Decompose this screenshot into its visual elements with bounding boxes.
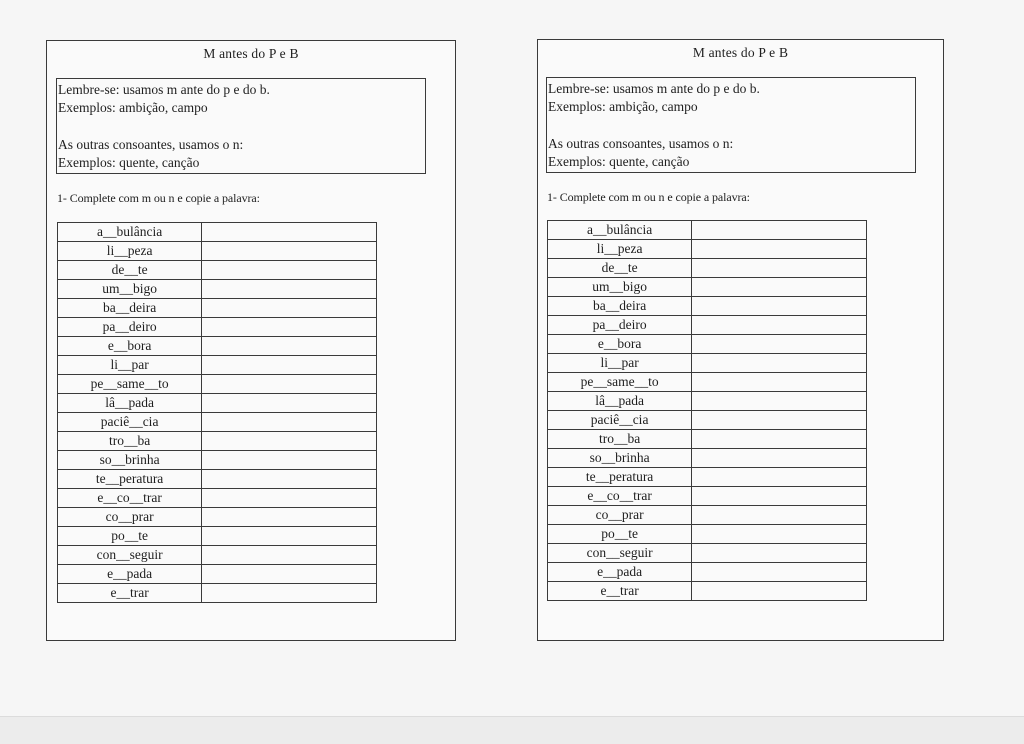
table-row <box>58 489 377 508</box>
table-row <box>58 565 377 584</box>
table-row <box>548 335 867 354</box>
answer-cell[interactable] <box>202 470 377 489</box>
rule-line: As outras consoantes, usamos o n: <box>548 136 734 151</box>
word-cell: con__seguir <box>548 544 692 563</box>
answer-cell[interactable] <box>202 280 377 299</box>
answer-cell[interactable] <box>202 337 377 356</box>
answer-cell[interactable] <box>692 297 867 316</box>
answer-cell[interactable] <box>202 527 377 546</box>
answer-cell[interactable] <box>692 354 867 373</box>
answer-cell[interactable] <box>692 316 867 335</box>
table-row <box>548 411 867 430</box>
table-row <box>548 240 867 259</box>
example-line: Exemplos: ambição, campo <box>58 100 208 115</box>
answer-cell[interactable] <box>692 468 867 487</box>
word-cell: e__trar <box>58 584 202 603</box>
word-cell: paciê__cia <box>58 413 202 432</box>
answer-cell[interactable] <box>692 430 867 449</box>
table-row <box>58 546 377 565</box>
table-row <box>58 413 377 432</box>
answer-cell[interactable] <box>692 582 867 601</box>
word-cell: a__bulância <box>58 223 202 242</box>
table-row <box>548 221 867 240</box>
table-row <box>58 299 377 318</box>
word-cell: ba__deira <box>58 299 202 318</box>
word-cell: te__peratura <box>548 468 692 487</box>
worksheet-title: M antes do P e B <box>692 45 789 60</box>
word-cell: e__pada <box>58 565 202 584</box>
table-row <box>548 354 867 373</box>
word-cell: con__seguir <box>58 546 202 565</box>
word-cell: li__par <box>58 356 202 375</box>
word-cell: tro__ba <box>548 430 692 449</box>
rule-line: As outras consoantes, usamos o n: <box>58 137 244 152</box>
answer-cell[interactable] <box>202 375 377 394</box>
worksheet-title: M antes do P e B <box>203 46 299 61</box>
table-row <box>58 470 377 489</box>
word-cell: e__bora <box>548 335 692 354</box>
word-cell: de__te <box>58 261 202 280</box>
worksheet-right <box>537 39 944 641</box>
word-cell: po__te <box>58 527 202 546</box>
answer-cell[interactable] <box>692 449 867 468</box>
table-row <box>58 394 377 413</box>
word-cell: co__prar <box>58 508 202 527</box>
table-row <box>58 527 377 546</box>
word-table <box>57 222 377 603</box>
rule-box <box>56 78 426 174</box>
exercise-instruction: 1- Complete com m ou n e copie a palavra: <box>57 191 260 205</box>
table-row <box>58 508 377 527</box>
word-cell: e__co__trar <box>58 489 202 508</box>
answer-cell[interactable] <box>202 299 377 318</box>
answer-cell[interactable] <box>202 261 377 280</box>
example-line: Exemplos: quente, canção <box>58 155 200 170</box>
word-cell: li__peza <box>548 240 692 259</box>
answer-cell[interactable] <box>202 413 377 432</box>
answer-cell[interactable] <box>202 451 377 470</box>
rule-line: Lembre-se: usamos m ante do p e do b. <box>58 82 270 97</box>
answer-cell[interactable] <box>202 356 377 375</box>
table-row <box>548 392 867 411</box>
answer-cell[interactable] <box>692 563 867 582</box>
table-row <box>548 278 867 297</box>
word-cell: um__bigo <box>58 280 202 299</box>
answer-cell[interactable] <box>692 487 867 506</box>
word-cell: e__co__trar <box>548 487 692 506</box>
table-row <box>58 223 377 242</box>
word-cell: so__brinha <box>548 449 692 468</box>
answer-cell[interactable] <box>202 584 377 603</box>
example-line: Exemplos: ambição, campo <box>548 99 698 114</box>
answer-cell[interactable] <box>202 489 377 508</box>
word-cell: um__bigo <box>548 278 692 297</box>
answer-cell[interactable] <box>202 242 377 261</box>
word-cell: pa__deiro <box>58 318 202 337</box>
answer-cell[interactable] <box>202 318 377 337</box>
table-row <box>548 297 867 316</box>
table-row <box>548 316 867 335</box>
answer-cell[interactable] <box>692 411 867 430</box>
table-row <box>548 506 867 525</box>
word-cell: pe__same__to <box>548 373 692 392</box>
word-table <box>547 220 867 601</box>
word-cell: co__prar <box>548 506 692 525</box>
table-row <box>58 432 377 451</box>
answer-cell[interactable] <box>692 259 867 278</box>
worksheet-left <box>46 40 456 641</box>
scanner-bed-edge <box>0 716 1024 744</box>
word-cell: lâ__pada <box>548 392 692 411</box>
word-cell: e__bora <box>58 337 202 356</box>
answer-cell[interactable] <box>692 278 867 297</box>
answer-cell[interactable] <box>202 565 377 584</box>
table-row <box>548 373 867 392</box>
table-row <box>58 280 377 299</box>
answer-cell[interactable] <box>692 392 867 411</box>
word-cell: de__te <box>548 259 692 278</box>
table-row <box>58 356 377 375</box>
table-row <box>58 451 377 470</box>
answer-cell[interactable] <box>202 223 377 242</box>
word-cell: li__peza <box>58 242 202 261</box>
rule-line: Lembre-se: usamos m ante do p e do b. <box>548 81 760 96</box>
answer-cell[interactable] <box>692 544 867 563</box>
table-row <box>548 525 867 544</box>
table-row <box>548 487 867 506</box>
answer-cell[interactable] <box>692 240 867 259</box>
example-line: Exemplos: quente, canção <box>548 154 690 169</box>
word-cell: ba__deira <box>548 297 692 316</box>
table-row <box>548 544 867 563</box>
word-cell: lâ__pada <box>58 394 202 413</box>
table-row <box>58 261 377 280</box>
word-cell: so__brinha <box>58 451 202 470</box>
word-cell: e__pada <box>548 563 692 582</box>
word-cell: tro__ba <box>58 432 202 451</box>
table-row <box>548 259 867 278</box>
word-cell: po__te <box>548 525 692 544</box>
answer-cell[interactable] <box>692 525 867 544</box>
table-row <box>58 242 377 261</box>
word-cell: pe__same__to <box>58 375 202 394</box>
answer-cell[interactable] <box>692 221 867 240</box>
word-cell: paciê__cia <box>548 411 692 430</box>
answer-cell[interactable] <box>202 546 377 565</box>
table-row <box>548 563 867 582</box>
table-row <box>548 582 867 601</box>
table-row <box>58 337 377 356</box>
exercise-instruction: 1- Complete com m ou n e copie a palavra: <box>547 190 750 204</box>
table-row <box>548 468 867 487</box>
answer-cell[interactable] <box>692 335 867 354</box>
table-row <box>58 375 377 394</box>
table-row <box>548 449 867 468</box>
table-row <box>548 430 867 449</box>
answer-cell[interactable] <box>692 373 867 392</box>
word-cell: te__peratura <box>58 470 202 489</box>
table-row <box>58 584 377 603</box>
word-cell: a__bulância <box>548 221 692 240</box>
word-cell: li__par <box>548 354 692 373</box>
table-row <box>58 318 377 337</box>
word-cell: pa__deiro <box>548 316 692 335</box>
answer-cell[interactable] <box>692 506 867 525</box>
answer-cell[interactable] <box>202 508 377 527</box>
rule-box <box>546 77 916 173</box>
answer-cell[interactable] <box>202 432 377 451</box>
answer-cell[interactable] <box>202 394 377 413</box>
word-cell: e__trar <box>548 582 692 601</box>
